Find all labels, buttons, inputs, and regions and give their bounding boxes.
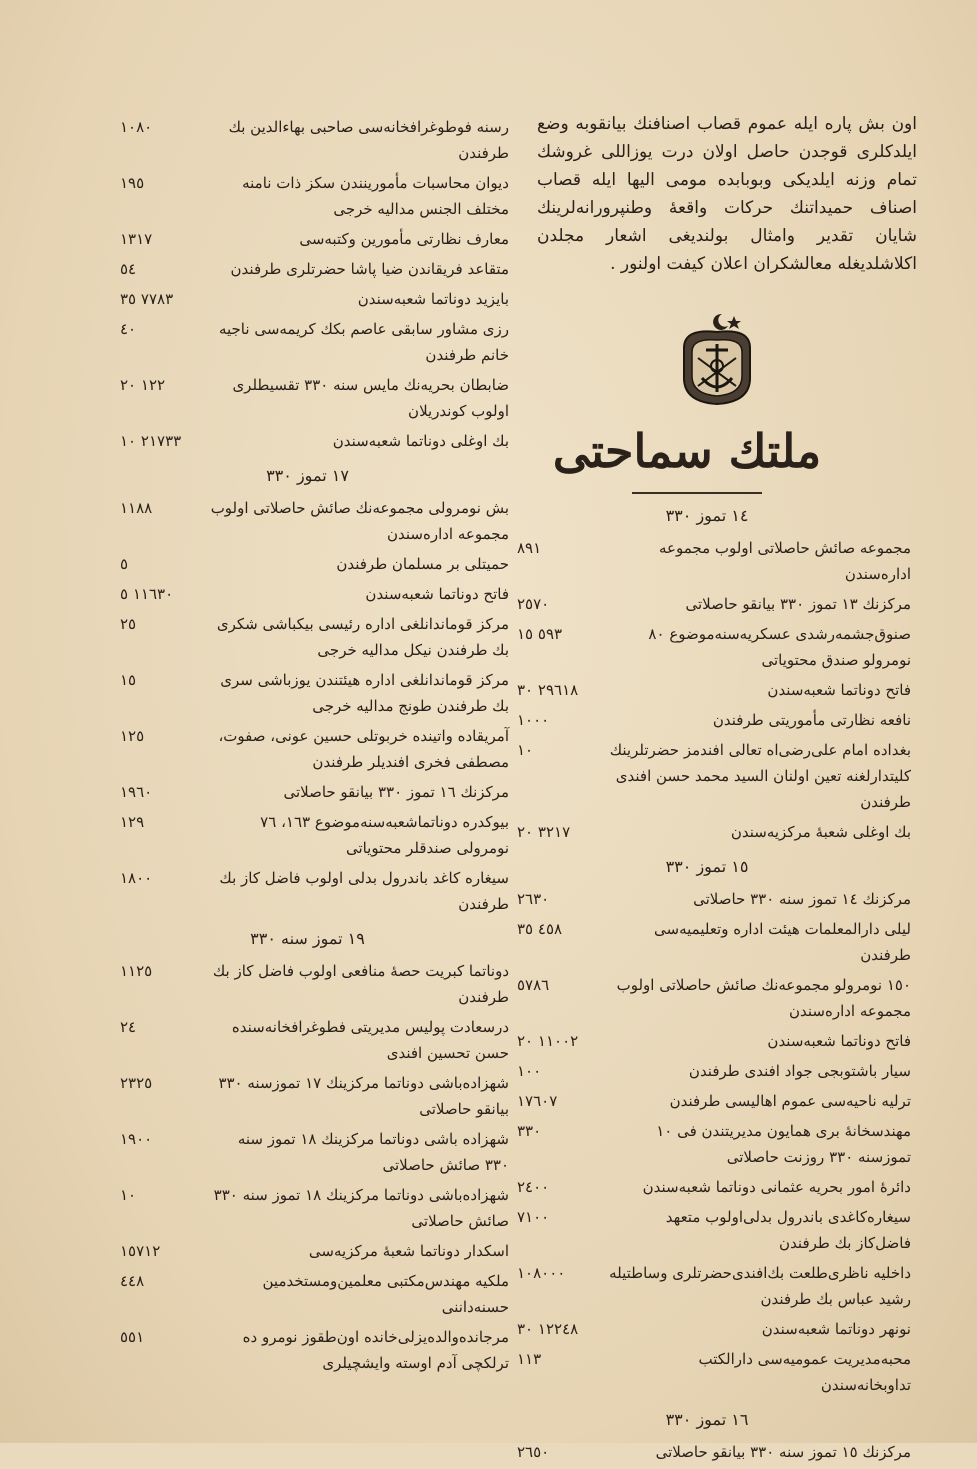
donation-amount: ٥٥١ xyxy=(120,1328,145,1346)
donation-entry xyxy=(120,667,515,719)
donation-entry xyxy=(120,1070,515,1122)
donation-entry xyxy=(517,972,917,1024)
donation-entry xyxy=(120,779,515,805)
donation-entry xyxy=(517,737,917,815)
donation-entry xyxy=(120,809,515,861)
donation-amount: ١٥٧١٢ xyxy=(120,1242,161,1260)
donation-description: سیغاره كاغد باندرول بدلی اولوب فاضل كاز بك طرفندن xyxy=(219,869,509,913)
donation-description: آمریقاده واتینده خربوتلی حسین عونی، صفوت، مصطفی فخری افندیلر طرفندن xyxy=(218,727,509,771)
donation-description: نونهر دوناتما شعبه‌سندن xyxy=(761,1320,911,1338)
donation-description: بیوكدره دوناتما‌شعبه‌سنه‌موضوع ١٦٣، ٧٦ نومرولی صندقلر محتویاتی xyxy=(260,813,509,857)
donation-entry xyxy=(120,286,515,312)
donation-amount: ١٠ xyxy=(120,1186,137,1204)
donation-entry xyxy=(120,256,515,282)
donation-amount: ١٠٠ xyxy=(517,1062,542,1080)
date-heading: ١٤ تموز ٣٣٠ xyxy=(665,506,749,525)
donation-amount: ٣٢١٧ ٢٠ xyxy=(517,823,571,841)
donation-amount: ٢٦٣٠ xyxy=(517,890,550,908)
donation-amount: ٥٤ xyxy=(120,260,137,278)
donation-entry xyxy=(517,1204,917,1256)
donation-description: رزی مشاور سابقی عاصم بكك كریمه‌سی ناجیه خانم طرفندن xyxy=(218,320,509,364)
donation-entry xyxy=(120,581,515,607)
donation-entry xyxy=(517,677,917,703)
donation-entry xyxy=(517,1316,917,1342)
donation-entry xyxy=(120,723,515,775)
donation-description: بایزید دوناتما شعبه‌سندن xyxy=(357,290,509,308)
right-entries xyxy=(517,506,917,1465)
donation-amount: ١٧٦٠٧ xyxy=(517,1092,558,1110)
donation-amount: ١٠٠٠ xyxy=(517,711,550,729)
donation-description: فاتح دوناتما شعبه‌سندن xyxy=(767,1032,911,1050)
donation-amount: ٧١٠٠ xyxy=(517,1208,550,1226)
donation-entry xyxy=(120,1268,515,1320)
date-heading: ١٦ تموز ٣٣٠ xyxy=(665,1410,749,1429)
donation-amount: ١٩٠٠ xyxy=(120,1130,153,1148)
title-rule xyxy=(632,492,762,494)
donation-description: بش نومرولی مجموعه‌نك صائش حاصلاتی اولوب مجموعه اداره‌سندن xyxy=(210,499,509,543)
donation-entry xyxy=(120,1182,515,1234)
donation-description: مرجانده‌والده‌یزلی‌خانده اون‌طقوز نومرو ده ترلكچی آدم اوسته وایشچیلری xyxy=(242,1328,509,1372)
donation-amount: ٣٣٠ xyxy=(517,1122,542,1140)
donation-amount: ٢٣٢٥ xyxy=(120,1074,153,1092)
donation-description: بك اوغلی شعبهٔ مرکزیه‌سندن xyxy=(730,823,911,841)
donation-amount: ٤٠ xyxy=(120,320,137,338)
donation-description: بغداده امام علی‌رضی‌اه تعالی افندمز حضرتلرینك كلیتدارلغنه تعین اولنان السید محمد حسن افندی طرفندن xyxy=(609,741,911,811)
donation-entry xyxy=(517,1346,917,1398)
donation-description: ضابطان بحریه‌نك مایس سنه ٣٣٠ تقسیطلری اولوب كوندریلان xyxy=(232,376,509,420)
donation-description: اسكدار دوناتما شعبهٔ مرکزیه‌سی xyxy=(308,1242,509,1260)
donation-amount: ١٢٥ xyxy=(120,727,145,745)
donation-description: رسنه فوطوغرافخانه‌سی صاحبی بهاءالدین بك طرفندن xyxy=(228,118,509,162)
donation-description: ملكیه مهندس‌مكتبی معلمین‌ومستخدمین حسنه‌داننی xyxy=(262,1272,509,1316)
emblem xyxy=(517,308,917,418)
donation-amount: ٥٩٣ ١٥ xyxy=(517,625,563,643)
donation-entry xyxy=(120,428,515,454)
donation-description: ترلیه ناحیه‌سی عموم اهالیسی طرفندن xyxy=(669,1092,911,1110)
donation-entry xyxy=(120,372,515,424)
donation-description: مهندسخانهٔ بری همایون مدیریتندن فی ١٠ تموزسنه ٣٣٠ روزنت حاصلاتی xyxy=(656,1122,911,1166)
donation-amount: ١٣١٧ xyxy=(120,230,153,248)
donation-entry xyxy=(517,886,917,912)
donation-description: مرکزنك ١٤ تموز سنه ٣٣٠ حاصلاتی xyxy=(693,890,911,908)
donation-description: سیغاره‌كاغدی باندرول بدلی‌اولوب متعهد فاضل‌كاز بك طرفندن xyxy=(665,1208,911,1252)
donation-entry xyxy=(120,611,515,663)
donation-entry xyxy=(517,1028,917,1054)
date-heading: ١٧ تموز ٣٣٠ xyxy=(266,466,349,485)
donation-description: مرکز قوماندانلغی اداره رئیسی بیكباشی شكری بك طرفندن نیكل مداليه خرجی xyxy=(216,615,509,659)
donation-entry xyxy=(517,707,917,733)
donation-description: مرکزنك ١٣ تموز ٣٣٠ بیانقو حاصلاتی xyxy=(685,595,911,613)
donation-amount: ٥٧٨٦ xyxy=(517,976,550,994)
donation-amount: ١٠٨٠ xyxy=(120,118,153,136)
donation-amount: ٢٥٧٠ xyxy=(517,595,550,613)
donation-entry xyxy=(517,621,917,673)
donation-amount: ١١٨٨ xyxy=(120,499,153,517)
donation-amount: ١١٣ xyxy=(517,1350,542,1368)
donation-entry xyxy=(517,591,917,617)
donation-description: مرکز قوماندانلغی اداره هیئتندن یوزباشی سری بك طرفندن طونج مداليه خرجی xyxy=(220,671,509,715)
donation-entry xyxy=(120,1126,515,1178)
donation-amount: ٥ xyxy=(120,555,129,573)
donation-entry xyxy=(120,316,515,368)
donation-entry xyxy=(120,170,515,222)
donation-description: داخلیه ناظری‌طلعت بك‌افندی‌حضرتلری وساطتیله رشید عباس بك طرفندن xyxy=(609,1264,911,1308)
donation-entry xyxy=(120,865,515,917)
donation-description: فاتح دوناتما شعبه‌سندن xyxy=(767,681,911,699)
donation-description: فاتح دوناتما شعبه‌سندن xyxy=(365,585,509,603)
donation-description: دیوان محاسبات مأمورینندن سكز ذات نامنه مختلف الجنس مداليه خرجی xyxy=(242,174,509,218)
masthead-title: ملتك سماحتی xyxy=(552,424,822,478)
donation-description: مرکزنك ١٥ تموز سنه ٣٣٠ بیانقو حاصلاتی xyxy=(655,1443,911,1461)
donation-amount: ١٩٥ xyxy=(120,174,145,192)
donation-entry xyxy=(517,1118,917,1170)
donation-amount: ٢٤٠٠ xyxy=(517,1178,550,1196)
donation-amount: ١٥ xyxy=(120,671,137,689)
donation-amount: ٤٤٨ xyxy=(120,1272,145,1290)
donation-amount: ١٠٨٠٠٠ xyxy=(517,1264,566,1282)
donation-description: نافعه نظارتی مأموریتی طرفندن xyxy=(712,711,911,729)
donation-entry xyxy=(517,1260,917,1312)
donation-entry xyxy=(517,819,917,845)
donation-description: شهزاده باشی دوناتما مرکزینك ١٨ تموز سنه ٣٣٠ صائش حاصلاتی xyxy=(237,1130,509,1174)
donation-entry xyxy=(120,114,515,166)
donation-amount: ٢٩٦١٨ ٣٠ xyxy=(517,681,579,699)
donation-description: درسعادت پولیس مدیریتی فطوغرافخانه‌سنده حسن تحسین افندی xyxy=(231,1018,509,1062)
donation-amount: ٢١٧٣٣ ١٠ xyxy=(120,432,182,450)
donation-entry xyxy=(517,535,917,587)
donation-amount: ١٢٢ ٢٠ xyxy=(120,376,166,394)
donation-amount: ١١٦٣٠ ٥ xyxy=(120,585,174,603)
left-entries xyxy=(120,114,515,1376)
donation-description: لیلی دارالمعلمات هیئت اداره وتعلیمیه‌سی طرفندن xyxy=(654,920,911,964)
donation-description: بك اوغلی دوناتما شعبه‌سندن xyxy=(332,432,509,450)
donation-amount: ٢٤ xyxy=(120,1018,137,1036)
donation-description: شهزاده‌باشی دوناتما مرکزینك ١٧ تموزسنه ٣٣٠ بیانقو حاصلاتی xyxy=(218,1074,509,1118)
donation-description: دائرهٔ امور بحریه عثمانی دوناتما شعبه‌سندن xyxy=(642,1178,911,1196)
donation-amount: ٤٥٨ ٣٥ xyxy=(517,920,563,938)
right-column xyxy=(517,110,917,1469)
donation-entry xyxy=(120,226,515,252)
donation-description: محبه‌مدیریت عمومیه‌سی دارالكتب تداوبخانه‌سندن xyxy=(698,1350,911,1394)
donation-amount: ١٩٦٠ xyxy=(120,783,153,801)
donation-description: سیار باشتوبجی جواد افندی طرفندن xyxy=(688,1062,911,1080)
donation-entry xyxy=(517,1088,917,1114)
donation-description: دوناتما كبریت حصهٔ منافعی اولوب فاضل كاز بك طرفندن xyxy=(212,962,509,1006)
donation-description: معارف نظارتی مأمورین وكتبه‌سی xyxy=(299,230,509,248)
donation-amount: ١١٠٠٢ ٢٠ xyxy=(517,1032,579,1050)
donation-entry xyxy=(120,958,515,1010)
donation-description: صنوق‌جشمه‌رشدی‌ عسکریه‌سنه‌موضوع ٨٠ نومرولو صندق محتویاتی xyxy=(648,625,911,669)
donation-description: متقاعد فریقاندن ضیا پاشا حضرتلری طرفندن xyxy=(230,260,509,278)
donation-entry xyxy=(517,1058,917,1084)
intro-paragraph: اون بش پاره ایله عموم قصاب اصنافنك بیانقوبه وضع ایلدكلری قوجدن حاصل اولان درت یوزاللی غروشك تمام وزنه ایلدیکی وبوبابده مومی الیها ایله قصاب اصناف حمیداتنك حرکات واقعهٔ وطنپرورانه‌لرینك شایان تقدیر وامثال بولندیغی اشعار مجلدن اكلاشلدیغله معالشكران اعلان كیفت اولنور . xyxy=(537,114,917,274)
date-heading: ١٥ تموز ٣٣٠ xyxy=(665,857,749,876)
donation-amount: ٨٩١ xyxy=(517,539,542,557)
donation-description: حمیتلی بر مسلمان طرفندن xyxy=(336,555,509,573)
donation-amount: ١٨٠٠ xyxy=(120,869,153,887)
donation-description: مجموعه صائش حاصلاتی اولوب مجموعه اداره‌سندن xyxy=(659,539,911,583)
donation-entry xyxy=(120,1014,515,1066)
donation-entry xyxy=(517,1174,917,1200)
donation-amount: ٢٥ xyxy=(120,615,137,633)
donation-description: شهزاده‌باشی دوناتما مرکزینك ١٨ تموز سنه ٣٣٠ صائش حاصلاتی xyxy=(213,1186,509,1230)
date-heading: ١٩ تموز سنه ٣٣٠ xyxy=(250,929,365,948)
donation-amount: ١٢٢٤٨ ٣٠ xyxy=(517,1320,579,1338)
donation-amount: ١١٢٥ xyxy=(120,962,153,980)
donation-entry xyxy=(120,1324,515,1376)
donation-amount: ٢٦٥٠ xyxy=(517,1443,550,1461)
donation-amount: ١٢٩ xyxy=(120,813,145,831)
left-column xyxy=(120,112,515,1380)
donation-description: ١٥٠ نومرولو مجموعه‌نك صائش حاصلاتی اولوب مجموعه اداره‌سندن xyxy=(616,976,911,1020)
donation-amount: ١٠ xyxy=(517,741,534,759)
donation-entry xyxy=(120,495,515,547)
navy-anchor-emblem-icon xyxy=(672,308,762,408)
donation-description: مرکزنك ١٦ تموز ٣٣٠ بیانقو حاصلاتی xyxy=(283,783,509,801)
donation-entry xyxy=(120,551,515,577)
donation-amount: ٧٧٨٣ ٣٥ xyxy=(120,290,174,308)
donation-entry xyxy=(120,1238,515,1264)
donation-entry xyxy=(517,916,917,968)
